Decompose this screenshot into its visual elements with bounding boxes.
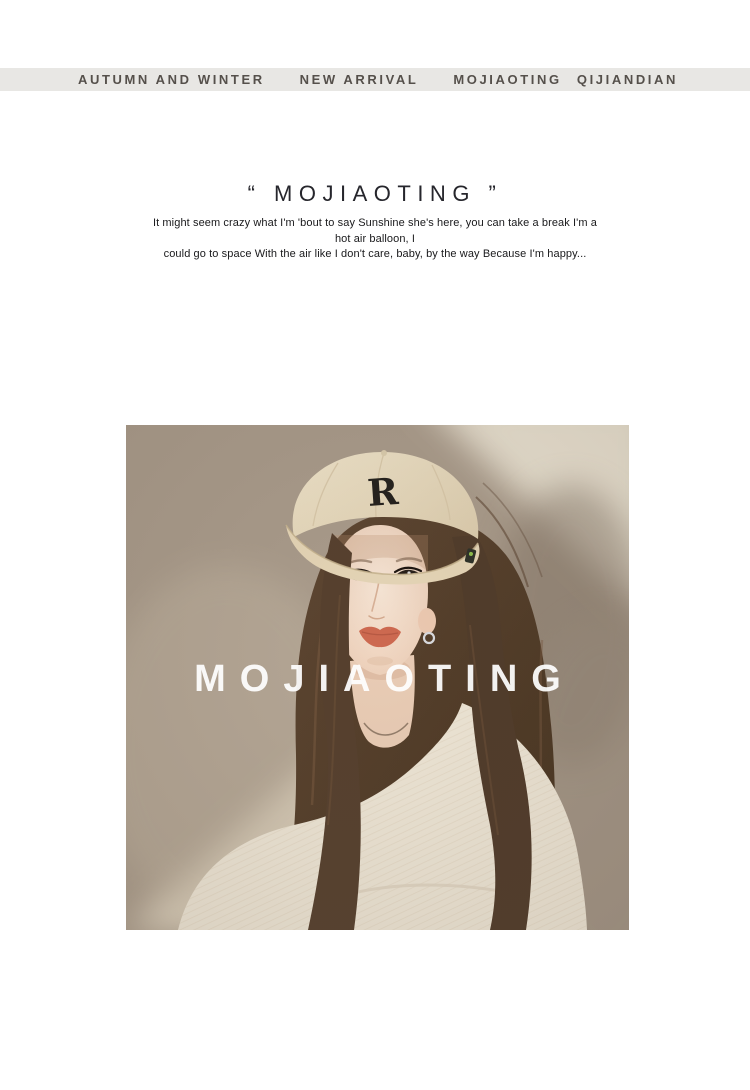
intro-paragraph: [0, 216, 750, 263]
hero-product-image: [126, 425, 629, 930]
nav-item-autumn-and-winter[interactable]: AUTUMN AND WINTER: [78, 72, 265, 87]
intro-line-1: It might seem crazy what I'm 'bout to say Sunshine she's here, you can take a break I'm a: [152, 217, 598, 229]
nav-item-new-arrival[interactable]: NEW ARRIVAL: [299, 72, 419, 87]
intro-line-3: could go to space With the air like I don't care, baby, by the way Because I'm happy...: [163, 248, 587, 260]
page-title: “ MOJIAOTING ”: [247, 181, 503, 206]
hero-overlay-text: MOJIAOTING: [194, 658, 575, 700]
intro-line-2: hot air balloon, I: [334, 232, 416, 245]
top-nav-bar: [0, 68, 750, 91]
nav-item-brand[interactable]: MOJIAOTING QIJIANDIAN: [453, 72, 678, 87]
